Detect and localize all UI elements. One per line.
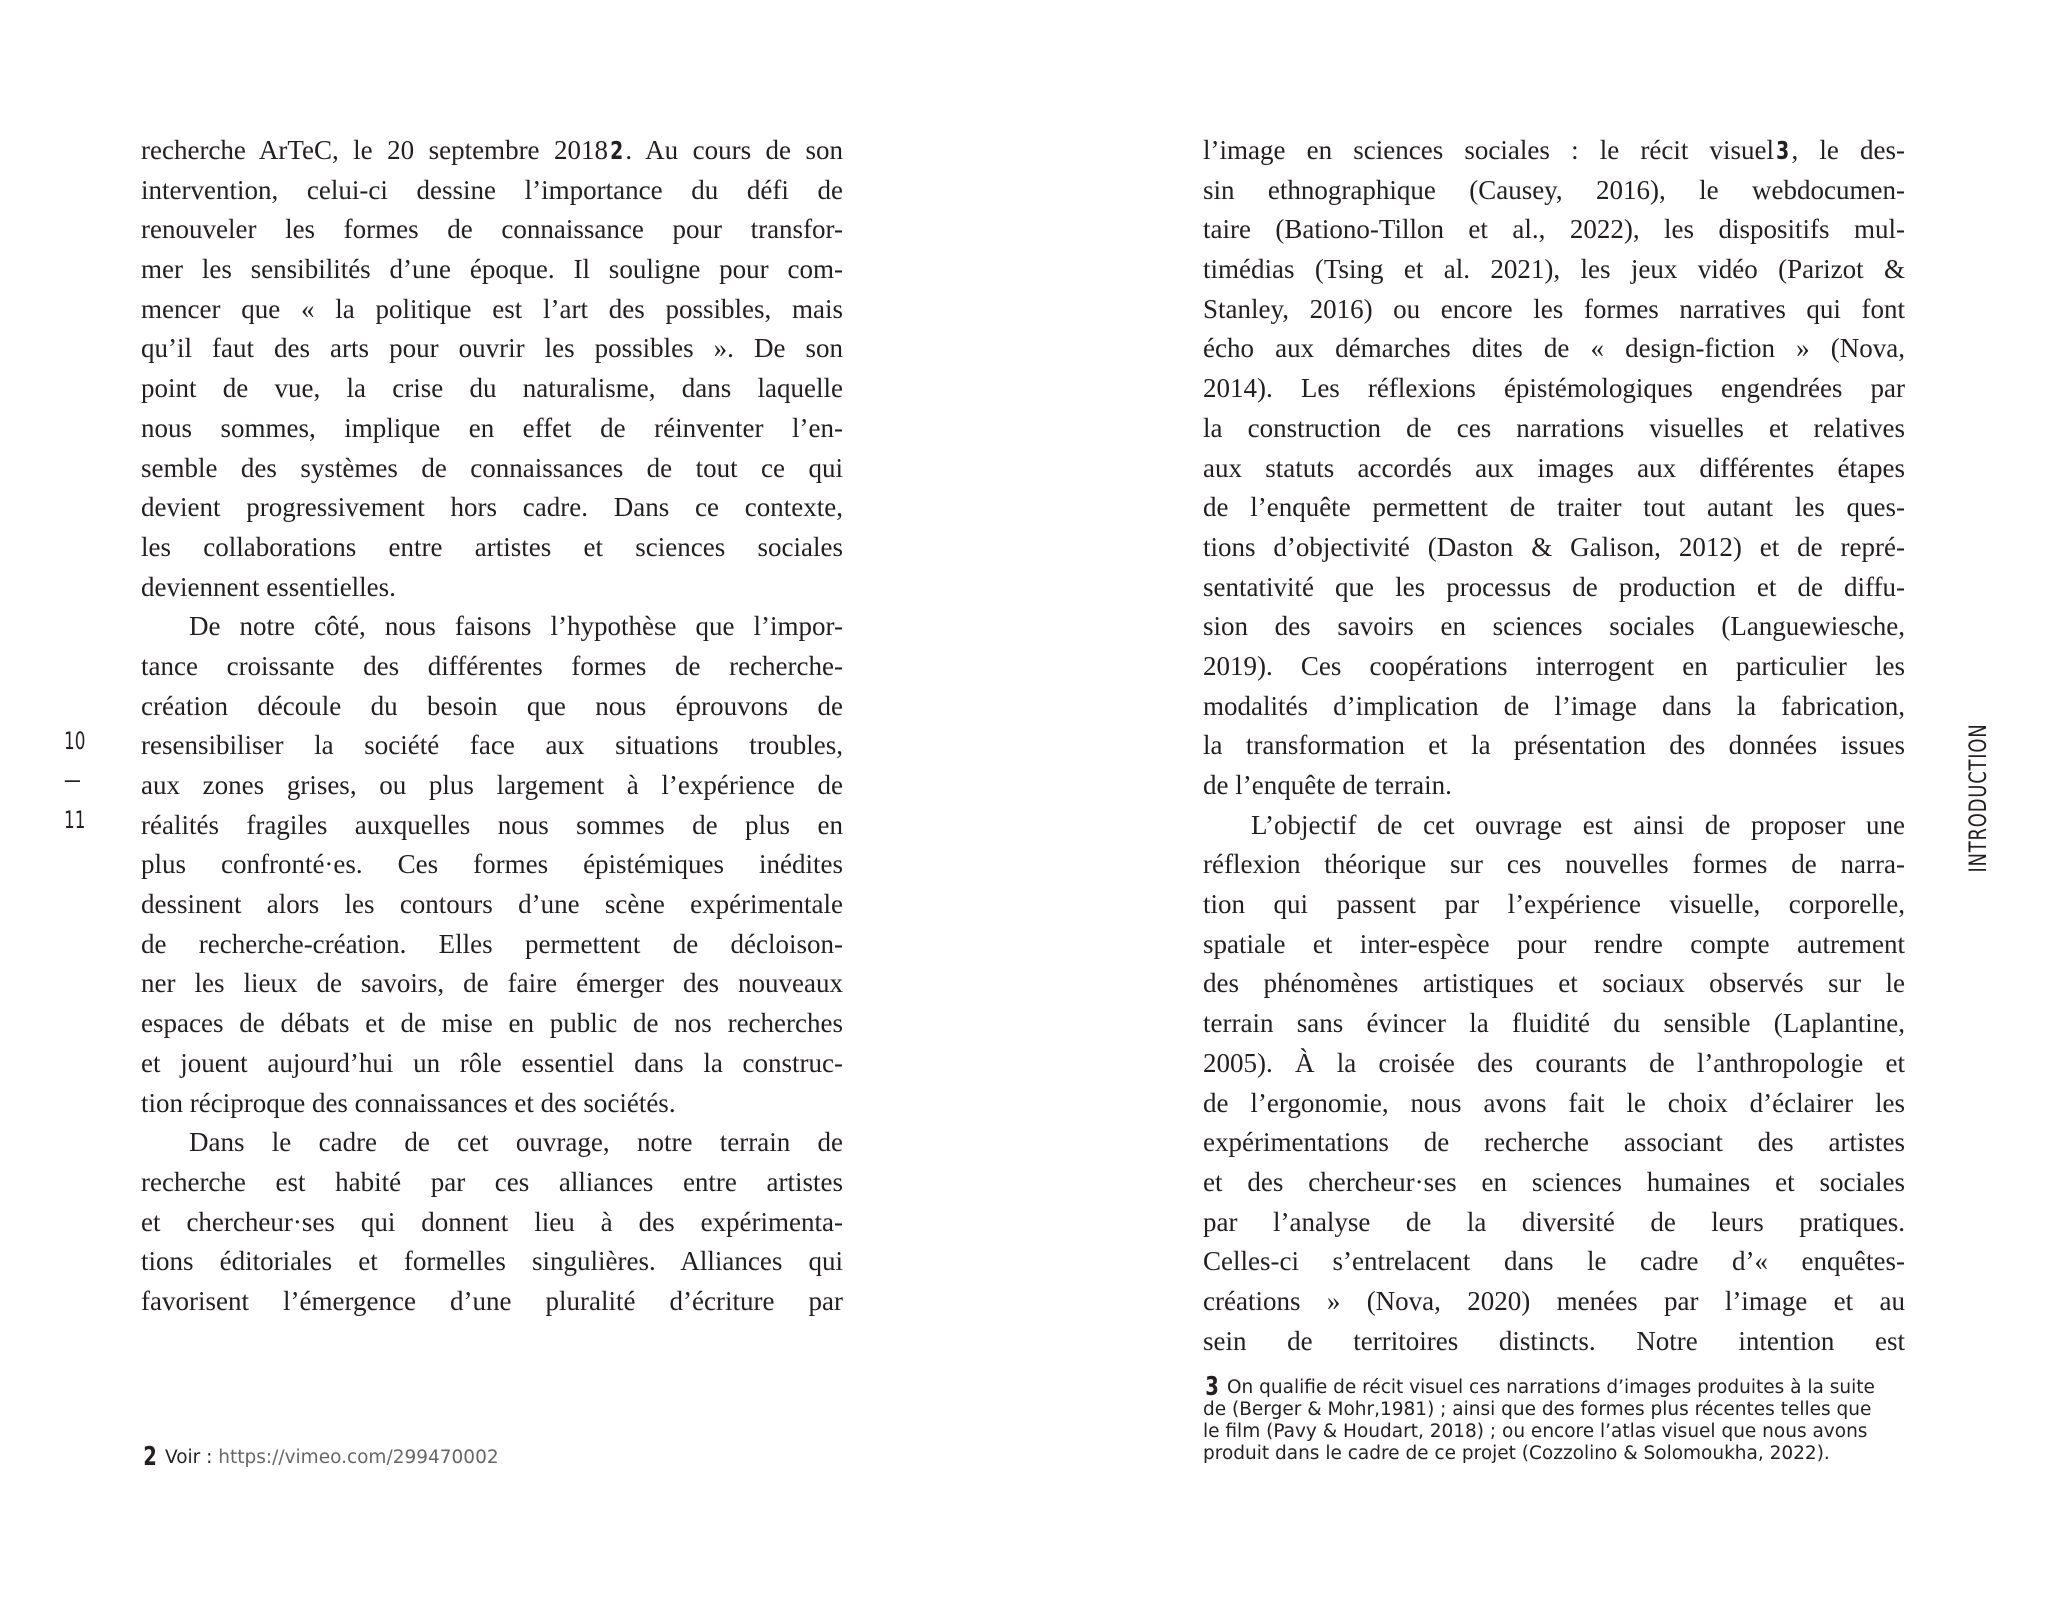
footnote-line: produit dans le cadre de ce projet (Cozzolino & Solomoukha, 2022). [1203, 1443, 1830, 1464]
text-line: sin ethnographique (Causey, 2016), le webdocumen- [1203, 174, 1905, 205]
text-line: créations » (Nova, 2020) menées par l’image et au [1203, 1285, 1905, 1316]
text-line: la transformation et la présentation des données issues [1203, 730, 1905, 761]
running-head [1960, 723, 1996, 872]
text-line: renouveler les formes de connaissance pour transfor- [141, 214, 843, 245]
footnote-line: de (Berger & Mohr,1981) ; ainsi que des formes plus récentes telles que [1203, 1399, 1872, 1420]
text-line: plus confronté·es. Ces formes épistémiques inédites [141, 849, 843, 880]
text-line: timédias (Tsing et al. 2021), les jeux vidéo (Parizot & [1203, 254, 1905, 285]
text-line: Stanley, 2016) ou encore les formes narratives qui font [1203, 293, 1905, 324]
text-line: deviennent essentielles. [141, 571, 396, 602]
text-line: et des chercheur·ses en sciences humaines et sociales [1203, 1166, 1905, 1197]
text-line: aux zones grises, ou plus largement à l’expérience de [141, 770, 843, 800]
text-line: qu’il faut des arts pour ouvrir les possibles ». De son [141, 333, 843, 364]
text-line: taire (Bationo-Tillon et al., 2022), les dispositifs mul- [1203, 214, 1905, 245]
text-line: de l’enquête permettent de traiter tout autant les ques- [1203, 492, 1905, 523]
text-line: sion des savoirs en sciences sociales (Languewiesche, [1203, 611, 1905, 642]
text-line: tions d’objectivité (Daston & Galison, 2012) et de repré- [1203, 531, 1905, 562]
text-line [1203, 131, 1905, 171]
text-line: aux statuts accordés aux images aux différentes étapes [1203, 452, 1905, 483]
text-line: resensibiliser la société face aux situations troubles, [141, 730, 843, 761]
text-segment: recherche ArTeC, le 20 septembre 2018 [141, 135, 608, 165]
page-number-separator: — [64, 766, 81, 794]
text-line: tance croissante des différentes formes de recherche- [141, 650, 843, 681]
text-line: tion réciproque des connaissances et des sociétés. [141, 1087, 676, 1118]
footnote-marker: 3 [1205, 1372, 1219, 1402]
text-line: ner les lieux de savoirs, de faire émerger des nouveaux [141, 968, 843, 999]
text-line: devient progressivement hors cadre. Dans ce contexte, [141, 492, 843, 523]
right-column-text [1203, 131, 1905, 1361]
text-line: 2005). À la croisée des courants de l’anthropologie et [1203, 1047, 1905, 1078]
text-line: Dans le cadre de cet ouvrage, notre terrain de [189, 1127, 843, 1158]
text-line: 2019). Ces coopérations interrogent en particulier les [1203, 650, 1905, 681]
text-line: L’objectif de cet ouvrage est ainsi de proposer une [1251, 809, 1905, 840]
text-line: mer les sensibilités d’une époque. Il souligne pour com- [141, 254, 843, 285]
text-line: les collaborations entre artistes et sciences sociales [141, 531, 843, 562]
text-line: intervention, celui-ci dessine l’importance du défi de [141, 174, 843, 205]
text-line: sentativité que les processus de production et de diffu- [1203, 571, 1905, 602]
text-line: mencer que « la politique est l’art des possibles, mais [141, 293, 843, 324]
text-line: recherche est habité par ces alliances entre artistes [141, 1166, 843, 1197]
text-line: modalités d’implication de l’image dans la fabrication, [1203, 690, 1905, 721]
text-line: réflexion théorique sur ces nouvelles formes de narra- [1203, 849, 1905, 880]
text-line: création découle du besoin que nous éprouvons de [141, 690, 843, 721]
text-line: point de vue, la crise du naturalisme, dans laquelle [141, 373, 843, 404]
left-column-text [141, 131, 843, 1322]
footnote-marker: 2 [143, 1442, 157, 1472]
text-segment: l’image en sciences sociales : le récit visuel [1203, 135, 1775, 165]
text-line: favorisent l’émergence d’une pluralité d’écriture par [141, 1285, 843, 1316]
footnote-line: le film (Pavy & Houdart, 2018) ; ou encore l’atlas visuel que nous avons [1203, 1421, 1868, 1442]
footnote-line: On qualifie de récit visuel ces narrations d’images produites à la suite [1226, 1377, 1875, 1398]
text-segment: . Au cours de son [625, 135, 843, 165]
footnote-2 [141, 1442, 499, 1472]
text-segment: , le des- [1791, 135, 1906, 165]
running-head-text: INTRODUCTION [1964, 723, 1992, 872]
footnote-link[interactable]: https://vimeo.com/299470002 [218, 1447, 499, 1468]
text-line [141, 131, 843, 171]
text-line: réalités fragiles auxquelles nous sommes de plus en [141, 809, 843, 840]
text-line: écho aux démarches dites de « design-fiction » (Nova, [1203, 333, 1905, 364]
footnote-reference: 3 [1776, 136, 1790, 165]
footnote-reference: 2 [610, 136, 624, 165]
text-line: De notre côté, nous faisons l’hypothèse que l’impor- [189, 611, 843, 642]
footnote-label: Voir : [164, 1447, 219, 1468]
text-line: la construction de ces narrations visuelles et relatives [1203, 412, 1905, 443]
text-line: par l’analyse de la diversité de leurs pratiques. [1203, 1206, 1905, 1237]
text-line: nous sommes, implique en effet de réinventer l’en- [141, 412, 843, 443]
text-line: semble des systèmes de connaissances de tout ce qui [141, 452, 843, 483]
text-line: de recherche-création. Elles permettent de décloison- [141, 928, 843, 959]
text-line: et chercheur·ses qui donnent lieu à des expérimenta- [141, 1206, 843, 1237]
text-line: tion qui passent par l’expérience visuelle, corporelle, [1203, 889, 1905, 920]
text-line: dessinent alors les contours d’une scène expérimentale [141, 889, 843, 920]
text-line: terrain sans évincer la fluidité du sensible (Laplantine, [1203, 1008, 1905, 1039]
footnote-3 [1203, 1372, 1875, 1465]
text-line: spatiale et inter-espèce pour rendre compte autrement [1203, 928, 1905, 959]
text-line: et jouent aujourd’hui un rôle essentiel dans la construc- [141, 1047, 843, 1078]
text-line: expérimentations de recherche associant des artistes [1203, 1127, 1905, 1158]
page-number-right: 11 [64, 806, 86, 834]
text-line: espaces de débats et de mise en public de nos recherches [141, 1008, 843, 1039]
text-line: des phénomènes artistiques et sociaux observés sur le [1203, 968, 1905, 999]
text-line: de l’enquête de terrain. [1203, 770, 1452, 800]
text-line: de l’ergonomie, nous avons fait le choix d’éclairer les [1203, 1087, 1905, 1118]
text-line: sein de territoires distincts. Notre intention est [1203, 1325, 1905, 1356]
text-line: Celles-ci s’entrelacent dans le cadre d’« enquêtes- [1203, 1246, 1905, 1277]
text-line: 2014). Les réflexions épistémologiques engendrées par [1203, 373, 1905, 404]
text-line: tions éditoriales et formelles singulières. Alliances qui [141, 1246, 843, 1277]
page-number-left: 10 [64, 727, 86, 755]
